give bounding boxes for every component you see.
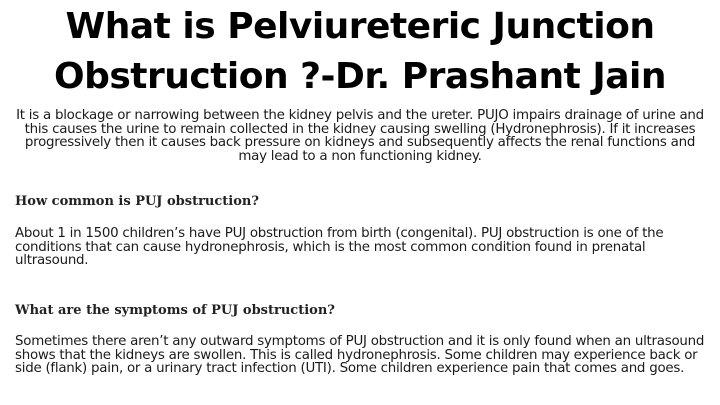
page-title: What is Pelviureteric Junction Obstruction ?-Dr. Prashant Jain — [53, 6, 667, 97]
section-body-prevalence: About 1 in 1500 children’s have PUJ obstruction from birth (congenital). PUJ obstruction is one of the conditions that can cause hydronephrosis, which is the most common condition found in prenatal ultrasound. — [15, 226, 664, 268]
section-heading-prevalence: How common is PUJ obstruction? — [15, 194, 259, 209]
section-body-symptoms: Sometimes there aren’t any outward symptoms of PUJ obstruction and it is only found when an ultrasound shows that the kidneys are swollen. This is called hydronephrosis. Some children may experience back or side (flank) pain, or a urinary tract infection (UTI). Some children experience pain that comes and goes. — [15, 334, 705, 376]
intro-paragraph: It is a blockage or narrowing between the kidney pelvis and the ureter. PUJO impairs drainage of urine and this causes the urine to remain collected in the kidney causing swelling (Hydronephrosis). If it increases progressively then it causes back pressure on kidneys and subsequently affects the renal functions and may lead to a non functioning kidney. — [16, 108, 704, 164]
section-heading-symptoms: What are the symptoms of PUJ obstruction? — [15, 303, 335, 318]
